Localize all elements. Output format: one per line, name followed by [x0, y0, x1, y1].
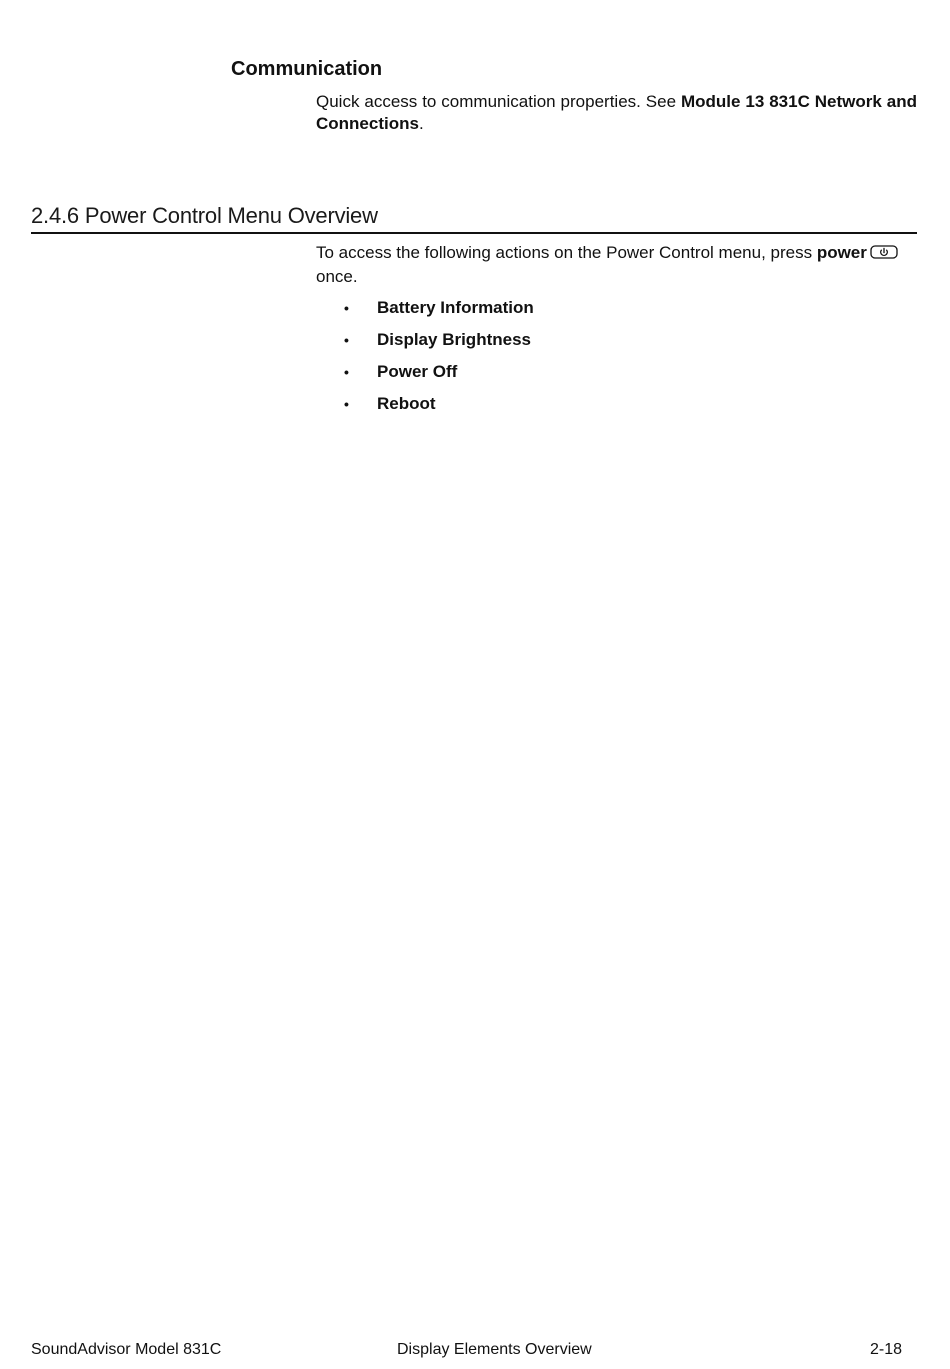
- module-13-reference-link[interactable]: Module 13 831C Network and Connections: [316, 92, 917, 133]
- list-item: [344, 328, 534, 360]
- communication-paragraph: [316, 91, 917, 135]
- list-item: [344, 360, 534, 392]
- action-display-brightness: Display Brightness: [377, 330, 531, 349]
- power-intro-once: once.: [316, 267, 358, 286]
- power-actions-list: [344, 296, 534, 424]
- action-power-off: Power Off: [377, 362, 458, 381]
- bullet: •: [344, 364, 349, 380]
- footer-page-number: 2-18: [869, 1341, 902, 1358]
- action-reboot: Reboot: [377, 394, 436, 413]
- bullet: •: [344, 396, 349, 412]
- footer-chapter-title: Display Elements Overview: [397, 1341, 592, 1358]
- list-item: [344, 296, 534, 328]
- bullet: •: [344, 332, 349, 348]
- power-intro-text: To access the following actions on the Power Control menu, press: [316, 243, 817, 262]
- action-battery-information: Battery Information: [377, 298, 534, 317]
- communication-text: Quick access to communication properties. See: [316, 92, 681, 111]
- communication-heading: Communication: [231, 58, 383, 80]
- list-item: [344, 392, 534, 424]
- section-heading: 2.4.6 Power Control Menu Overview: [31, 203, 378, 228]
- bullet: •: [344, 300, 349, 316]
- power-key-label: power: [816, 243, 867, 262]
- communication-period: .: [418, 114, 424, 133]
- footer-product-name: SoundAdvisor Model 831C: [31, 1341, 222, 1358]
- power-access-paragraph: [316, 241, 917, 288]
- section-divider: [31, 232, 917, 234]
- power-key-icon: [870, 242, 898, 265]
